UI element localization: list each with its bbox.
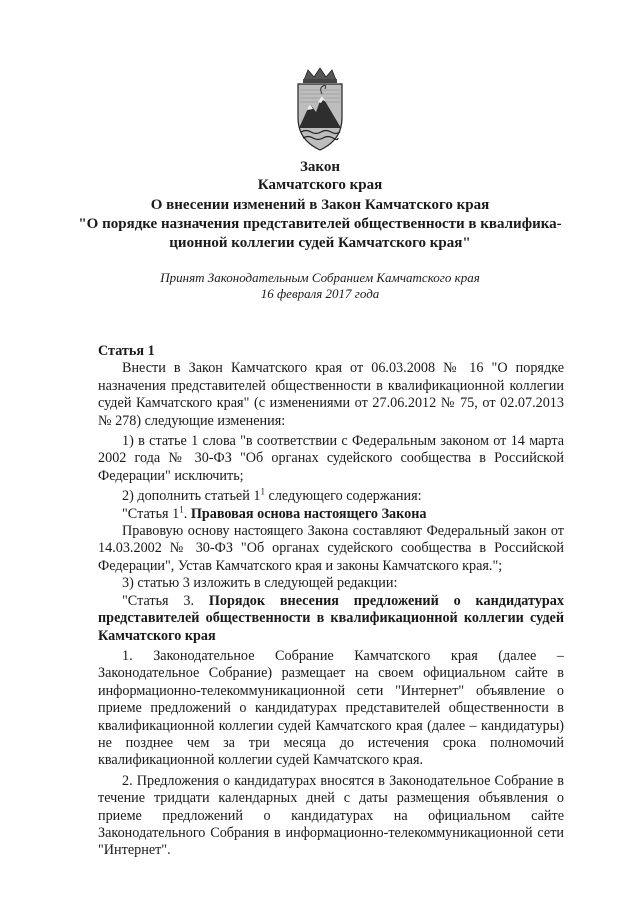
law-title [0, 158, 640, 194]
article-3-title: Порядок внесения предложений о кандидатурах представителей общественности в квалификационной коллегии судей Камчатского края [98, 592, 564, 644]
amendment-item-2-tail: следующего содержания: [264, 488, 422, 505]
article-3-prefix: "Статья 3. [122, 592, 209, 609]
adoption-note [0, 270, 640, 302]
law-title-line1: Закон [299, 159, 340, 175]
article-1-intro: Внести в Закон Камчатского края от 06.03.2008 № 16 "О порядке назначения представителей общественности в квалификационной коллегии судей Камчатского края" (с изменениями от 27.06.2012 № 75, от 02.07.2013 № 278) следующие изменения: [98, 360, 564, 429]
law-subject-line1: О внесении изменений в Закон Камчатского края [150, 197, 490, 213]
amendment-item-2-text: 2) дополнить статьей 1 [122, 488, 261, 505]
kamchatka-coat-of-arms-icon [290, 66, 350, 152]
amendment-item-2 [98, 488, 564, 505]
article-1-1-prefix: "Статья 1 [122, 505, 180, 522]
article-1-heading: Статья 1 [98, 343, 155, 359]
amendment-item-3: 3) статью 3 изложить в следующей редакции: [122, 575, 398, 592]
superscript: 1 [179, 503, 184, 514]
law-subject-line3: ционной коллегии судей Камчатского края" [169, 235, 471, 251]
adoption-note-line1: Принят Законодательным Собранием Камчатского края [160, 270, 480, 285]
article-body [98, 343, 564, 860]
adoption-date: 16 февраля 2017 года [260, 286, 380, 301]
article-3-paragraph-1: 1. Законодательное Собрание Камчатского края (далее – Законодательное Собрание) размещает на своем официальном сайте в информационно-телекоммуникационной сети "Интернет" объявление о приеме предложений о кандидатурах представителей общественности в квалификационной коллегии судей Камчатского края (далее – кандидатуры) не позднее чем за три месяца до истечения срока полномочий квалификационной коллегии судей Камчатского края. [98, 647, 564, 769]
law-subject-line2: "О порядке назначения представителей общественности в квалифика- [78, 216, 562, 232]
amendment-item-1: 1) в статье 1 слова "в соответствии с Федеральным законом от 14 марта 2002 года № 30-ФЗ "Об органах судейского сообщества в Российской Федерации" исключить; [98, 433, 564, 484]
superscript: 1 [260, 486, 265, 497]
article-1-1-title: Правовая основа настоящего Закона [190, 505, 427, 522]
article-1-1-dot: . [183, 505, 191, 522]
law-subject [0, 196, 640, 253]
article-3-heading [98, 593, 564, 645]
article-1-1-text: Правовую основу настоящего Закона составляют Федеральный закон от 14.03.2002 № 30-ФЗ "Об органах судейского сообщества в Российской Федерации", Устав Камчатского края и законы Камчатского края."; [98, 523, 564, 574]
article-3-paragraph-2: 2. Предложения о кандидатурах вносятся в Законодательное Собрание в течение тридцати календарных дней с даты размещения объявления о приеме предложений о кандидатурах на официальном сайте Законодательного Собрания в информационно-телекоммуникационной сети "Интернет". [98, 772, 564, 859]
article-1-1-heading [98, 503, 564, 523]
law-title-line2: Камчатского края [257, 177, 383, 193]
